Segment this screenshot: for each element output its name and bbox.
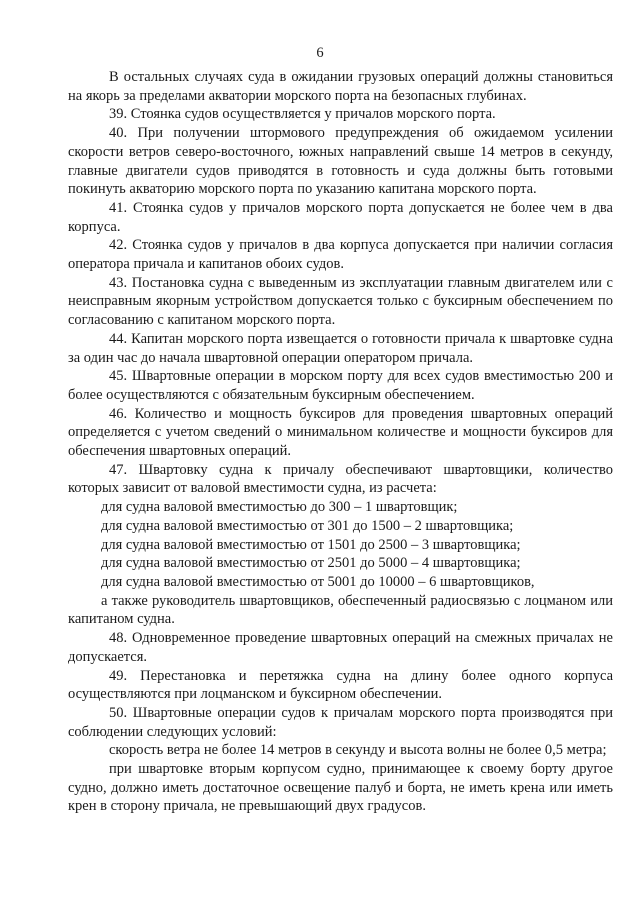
- list-item: для судна валовой вместимостью от 301 до 1500 – 2 швартовщика;: [101, 517, 514, 534]
- list-item: а также руководитель швартовщиков, обеспеченный радиосвязью с лоцманом или капитаном судна.: [68, 592, 613, 628]
- paragraph: 46. Количество и мощность буксиров для проведения швартовных операций определяется с учетом сведений о минимальном количестве и мощности буксиров для обеспечения швартовных операций.: [68, 405, 613, 460]
- page-number: 6: [316, 45, 324, 61]
- document-body: [68, 68, 613, 816]
- paragraph: 47. Швартовку судна к причалу обеспечивают швартовщики, количество которых зависит от валовой вместимости судна, из расчета:: [68, 461, 613, 497]
- paragraph: 43. Постановка судна с выведенным из эксплуатации главным двигателем или с неисправным якорным устройством допускается только с буксирным обеспечением по согласованию с капитаном морского порта.: [68, 274, 613, 329]
- paragraph: при швартовке вторым корпусом судно, принимающее к своему борту другое судно, должно иметь достаточное освещение палуб и борта, не иметь крена или иметь крен в сторону причала, не превышающий двух градусов.: [68, 761, 613, 815]
- paragraph: В остальных случаях суда в ожидании грузовых операций должны становиться на якорь за пределами акватории морского порта на безопасных глубинах.: [68, 69, 613, 104]
- paragraph: скорость ветра не более 14 метров в секунду и высота волны не более 0,5 метра;: [109, 742, 607, 759]
- paragraph: 42. Стоянка судов у причалов в два корпуса допускается при наличии согласия оператора причала и капитанов обоих судов.: [68, 237, 613, 273]
- paragraph: 49. Перестановка и перетяжка судна на длину более одного корпуса осуществляются при лоцманском и буксирном обеспечении.: [68, 667, 613, 703]
- paragraph: 41. Стоянка судов у причалов морского порта допускается не более чем в два корпуса.: [68, 199, 613, 235]
- paragraph: 39. Стоянка судов осуществляется у причалов морского порта.: [109, 106, 496, 123]
- paragraph: 45. Швартовные операции в морском порту для всех судов вместимостью 200 и более осуществляются с обязательным буксирным обеспечением.: [68, 368, 613, 403]
- paragraph: 44. Капитан морского порта извещается о готовности причала к швартовке судна за один час до начала швартовной операции оператором причала.: [68, 330, 613, 366]
- list-item: для судна валовой вместимостью от 2501 до 5000 – 4 швартовщика;: [101, 555, 521, 572]
- paragraph: 40. При получении штормового предупреждения об ожидаемом усилении скорости ветров северо-восточного, южных направлений свыше 14 метров в секунду, главные двигатели судов приводятся в готовность и суда должны быть готовыми покинуть акваторию морского порта по указанию капитана морского порта.: [68, 125, 613, 198]
- paragraph: 50. Швартовные операции судов к причалам морского порта производятся при соблюдении следующих условий:: [68, 704, 613, 740]
- list-item: для судна валовой вместимостью до 300 – 1 швартовщик;: [101, 499, 458, 516]
- list-item: для судна валовой вместимостью от 1501 до 2500 – 3 швартовщика;: [101, 536, 521, 553]
- paragraph: 48. Одновременное проведение швартовных операций на смежных причалах не допускается.: [68, 630, 613, 665]
- list-item: для судна валовой вместимостью от 5001 до 10000 – 6 швартовщиков,: [101, 573, 535, 590]
